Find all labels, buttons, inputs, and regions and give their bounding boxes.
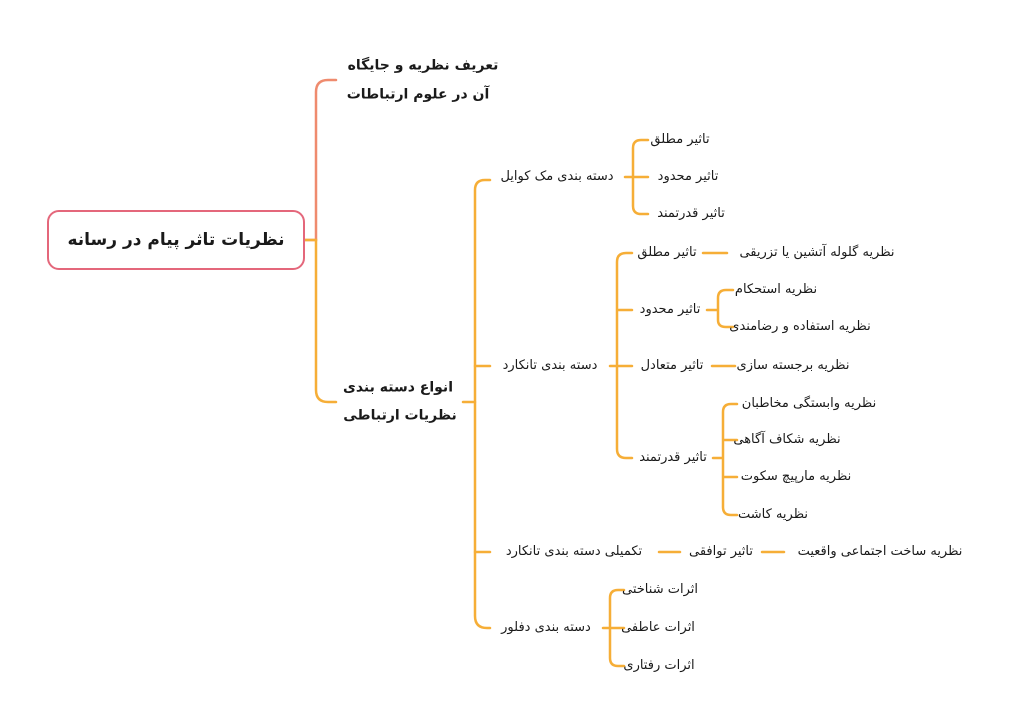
defleur-item[interactable]: اثرات شناختی [622, 582, 698, 597]
supplement-effect[interactable]: تاثیر توافقی [689, 544, 753, 559]
theory-media-dependency[interactable]: نظریه وابستگی مخاطبان [741, 396, 877, 411]
root-topic-title: نظریات تاثر پیام در رسانه [67, 230, 285, 250]
tankard-effect-powerful[interactable]: تاثیر قدرتمند [639, 450, 707, 465]
theory-cultivation[interactable]: نظریه کاشت [738, 507, 808, 522]
root-topic[interactable] [47, 210, 305, 270]
topic-types-line1[interactable]: انواع دسته بندی [343, 379, 453, 396]
topic-definition-line2[interactable]: آن در علوم ارتباطات [346, 86, 490, 103]
theory-reinforcement[interactable]: نظریه استحکام [734, 282, 818, 297]
topic-types-line2[interactable]: نظریات ارتباطی [343, 407, 457, 424]
mcquail-item[interactable]: تاثیر محدود [657, 169, 719, 184]
defleur-item[interactable]: اثرات رفتاری [623, 658, 695, 673]
topic-mcquail[interactable]: دسته بندی مک کوایل [500, 169, 614, 184]
tankard-effect-limited[interactable]: تاثیر محدود [639, 302, 701, 317]
theory-bullet[interactable]: نظریه گلوله آتشین یا تزریقی [739, 245, 895, 260]
mcquail-item[interactable]: تاثیر قدرتمند [657, 206, 725, 221]
theory-knowledge-gap[interactable]: نظریه شکاف آگاهی [733, 432, 841, 447]
spine-level2 [475, 180, 490, 628]
theory-agenda-setting[interactable]: نظریه برجسته سازی [736, 358, 850, 373]
topic-tankard-supplement[interactable]: تکمیلی دسته بندی تانکارد [505, 544, 643, 559]
theory-social-construction[interactable]: نظریه ساخت اجتماعی واقعیت [797, 544, 963, 559]
connector-tankard-spine [610, 253, 632, 458]
topic-defleur[interactable]: دسته بندی دفلور [501, 620, 591, 635]
tankard-effect-absolute[interactable]: تاثیر مطلق [637, 245, 697, 260]
theory-spiral-of-silence[interactable]: نظریه مارپیچ سکوت [740, 469, 852, 484]
connector-root-definition [305, 80, 336, 240]
theory-uses-gratifications[interactable]: نظریه استفاده و رضامندی [729, 319, 871, 334]
connector-powerful-theories [713, 404, 737, 515]
topic-definition-line1[interactable]: تعریف نظریه و جایگاه [347, 57, 499, 74]
tankard-effect-moderate[interactable]: تاثیر متعادل [640, 358, 704, 373]
defleur-item[interactable]: اثرات عاطفی [621, 620, 695, 635]
connector-mcquail-items [625, 140, 648, 214]
connector-root-types [305, 240, 336, 402]
mcquail-item[interactable]: تاثیر مطلق [650, 132, 710, 147]
topic-tankard[interactable]: دسته بندی تانکارد [502, 358, 598, 373]
